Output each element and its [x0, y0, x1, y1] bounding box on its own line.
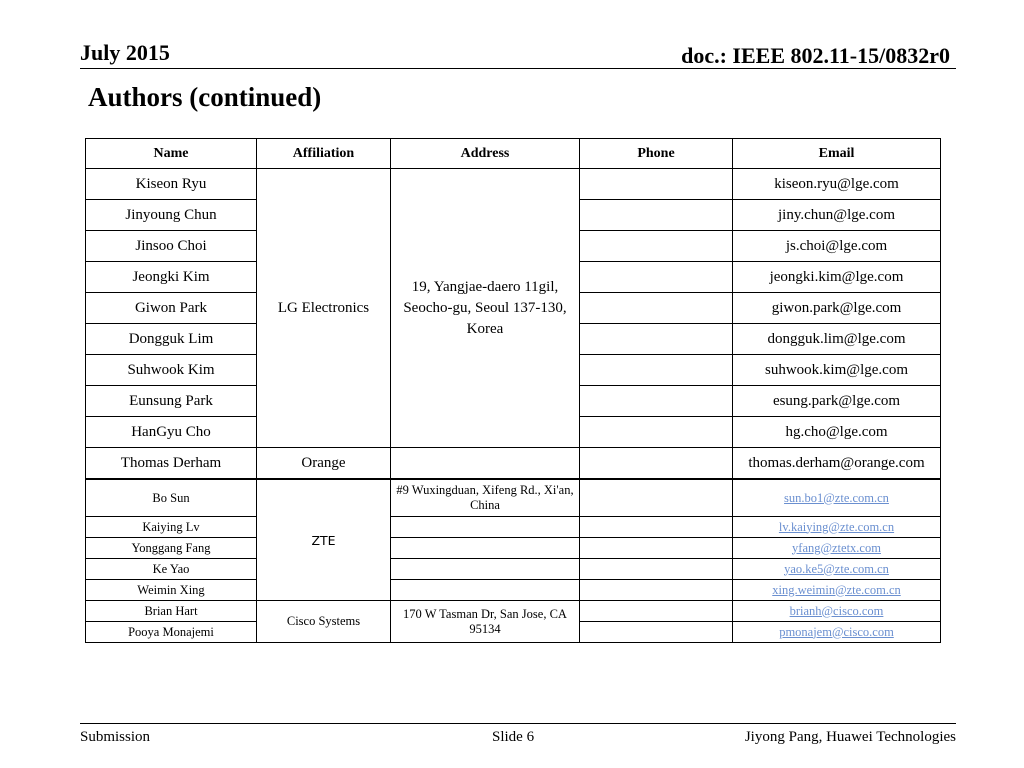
table-row: [86, 601, 941, 622]
table-row: [86, 580, 941, 601]
author-name: Jinyoung Chun: [86, 200, 257, 231]
author-address: [391, 448, 580, 480]
author-email: thomas.derham@orange.com: [733, 448, 941, 480]
author-phone: [580, 417, 733, 448]
table-row: [86, 479, 941, 517]
author-name: Ke Yao: [86, 559, 257, 580]
author-affiliation: Orange: [257, 448, 391, 480]
author-affiliation: ZTE: [257, 479, 391, 601]
author-phone: [580, 580, 733, 601]
author-affiliation: LG Electronics: [257, 169, 391, 448]
author-phone: [580, 293, 733, 324]
column-header-phone: Phone: [580, 139, 733, 169]
table-row: [86, 448, 941, 480]
footer-divider: [80, 723, 956, 724]
author-email: hg.cho@lge.com: [733, 417, 941, 448]
footer-slide-number: Slide 6: [492, 729, 535, 745]
author-name: Giwon Park: [86, 293, 257, 324]
author-address: [391, 559, 580, 580]
author-phone: [580, 622, 733, 643]
author-name: HanGyu Cho: [86, 417, 257, 448]
header-divider: [80, 68, 956, 69]
author-email: jeongki.kim@lge.com: [733, 262, 941, 293]
author-address: [391, 580, 580, 601]
author-phone: [580, 601, 733, 622]
author-name: Bo Sun: [86, 479, 257, 517]
table-row: [86, 169, 941, 200]
author-email: esung.park@lge.com: [733, 386, 941, 417]
author-phone: [580, 448, 733, 480]
footer-author: Jiyong Pang, Huawei Technologies: [744, 729, 956, 745]
column-header-name: Name: [86, 139, 257, 169]
author-phone: [580, 386, 733, 417]
column-header-email: Email: [733, 139, 941, 169]
author-name: Eunsung Park: [86, 386, 257, 417]
author-email: giwon.park@lge.com: [733, 293, 941, 324]
author-name: Yonggang Fang: [86, 538, 257, 559]
author-phone: [580, 324, 733, 355]
author-name: Jeongki Kim: [86, 262, 257, 293]
header-date: July 2015: [80, 40, 170, 65]
author-name: Jinsoo Choi: [86, 231, 257, 262]
table-row: [86, 517, 941, 538]
author-phone: [580, 355, 733, 386]
author-email: jiny.chun@lge.com: [733, 200, 941, 231]
author-name: Kiseon Ryu: [86, 169, 257, 200]
author-email-link[interactable]: brianh@cisco.com: [733, 601, 941, 622]
author-name: Pooya Monajemi: [86, 622, 257, 643]
column-header-affiliation: Affiliation: [257, 139, 391, 169]
author-name: Kaiying Lv: [86, 517, 257, 538]
author-email-link[interactable]: lv.kaiying@zte.com.cn: [733, 517, 941, 538]
author-email-link[interactable]: pmonajem@cisco.com: [733, 622, 941, 643]
author-address: [391, 538, 580, 559]
author-phone: [580, 169, 733, 200]
author-name: Brian Hart: [86, 601, 257, 622]
author-email-link[interactable]: xing.weimin@zte.com.cn: [733, 580, 941, 601]
footer-submission: Submission: [80, 729, 151, 745]
author-phone: [580, 231, 733, 262]
author-email: kiseon.ryu@lge.com: [733, 169, 941, 200]
author-email: js.choi@lge.com: [733, 231, 941, 262]
author-affiliation: Cisco Systems: [257, 601, 391, 643]
author-address: [391, 517, 580, 538]
author-phone: [580, 538, 733, 559]
author-email: suhwook.kim@lge.com: [733, 355, 941, 386]
table-row: [86, 559, 941, 580]
author-name: Weimin Xing: [86, 580, 257, 601]
author-name: Dongguk Lim: [86, 324, 257, 355]
author-address: 19, Yangjae-daero 11gil, Seocho-gu, Seoul 137-130, Korea: [391, 169, 580, 448]
slide-title: Authors (continued): [88, 82, 322, 112]
author-name: Thomas Derham: [86, 448, 257, 480]
table-header-row: [86, 139, 941, 169]
author-address: 170 W Tasman Dr, San Jose, CA 95134: [391, 601, 580, 643]
table-row: [86, 538, 941, 559]
author-phone: [580, 559, 733, 580]
author-email-link[interactable]: yfang@ztetx.com: [733, 538, 941, 559]
authors-table: [85, 138, 941, 643]
author-email: dongguk.lim@lge.com: [733, 324, 941, 355]
author-address: #9 Wuxingduan, Xifeng Rd., Xi'an, China: [391, 479, 580, 517]
author-name: Suhwook Kim: [86, 355, 257, 386]
author-email-link[interactable]: sun.bo1@zte.com.cn: [733, 479, 941, 517]
author-phone: [580, 479, 733, 517]
column-header-address: Address: [391, 139, 580, 169]
header-doc-id: doc.: IEEE 802.11-15/0832r0: [681, 43, 950, 68]
author-phone: [580, 517, 733, 538]
author-phone: [580, 262, 733, 293]
author-phone: [580, 200, 733, 231]
author-email-link[interactable]: yao.ke5@zte.com.cn: [733, 559, 941, 580]
